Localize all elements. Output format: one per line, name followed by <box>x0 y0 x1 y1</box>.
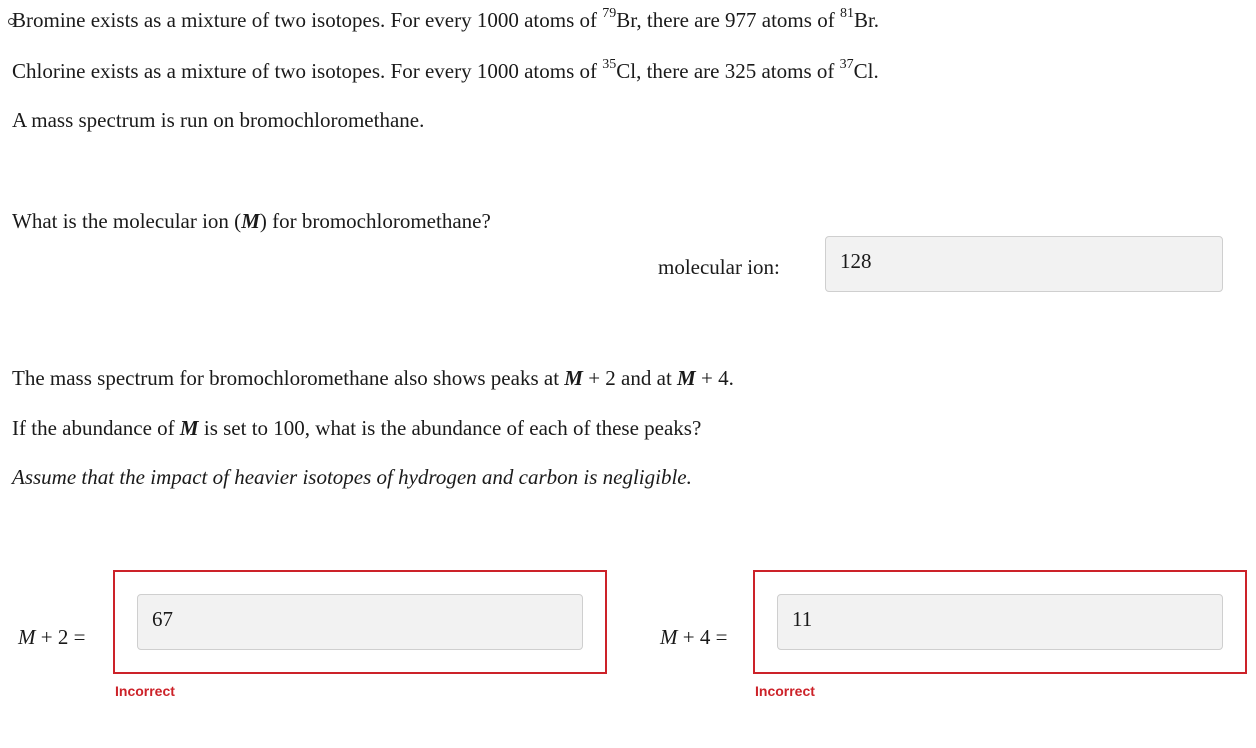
m-plus-4-feedback: Incorrect <box>755 683 815 699</box>
molecular-ion-question: What is the molecular ion (M) for bromochloromethane? <box>12 209 491 233</box>
molecular-ion-input[interactable] <box>825 236 1223 292</box>
m-plus-2-value: 67 <box>152 607 173 631</box>
peaks-statement: The mass spectrum for bromochloromethane also shows peaks at M + 2 and at M + 4. <box>12 366 734 390</box>
cl35-mass-number: 35 <box>602 57 617 72</box>
molecular-ion-value: 128 <box>840 249 872 273</box>
bullet-icon <box>8 18 15 25</box>
abundance-question: If the abundance of M is set to 100, what is the abundance of each of these peaks? <box>12 416 702 440</box>
br79-mass-number: 79 <box>602 6 617 21</box>
cl37-mass-number: 37 <box>839 57 854 72</box>
bromine-statement: Bromine exists as a mixture of two isotopes. For every 1000 atoms of $^{79}$Br, there are 977 atoms of $^{81}$Br. <box>12 10 879 31</box>
m-plus-4-input[interactable] <box>777 594 1223 650</box>
m-plus-4-label: M + 4 = <box>660 625 728 649</box>
m-plus-2-feedback: Incorrect <box>115 683 175 699</box>
chlorine-statement: Chlorine exists as a mixture of two isotopes. For every 1000 atoms of $^{35}$Cl, there are 325 atoms of $^{37}$Cl. <box>12 57 879 83</box>
m-plus-2-label: M + 2 = <box>18 625 86 649</box>
m-plus-2-input[interactable] <box>137 594 583 650</box>
molecular-ion-label: molecular ion: <box>658 255 780 279</box>
br81-mass-number: 81 <box>839 6 854 21</box>
assumption-note: Assume that the impact of heavier isotopes of hydrogen and carbon is negligible. <box>12 465 692 489</box>
m-plus-4-value: 11 <box>792 607 813 631</box>
spectrum-statement: A mass spectrum is run on bromochloromethane. <box>12 108 425 132</box>
